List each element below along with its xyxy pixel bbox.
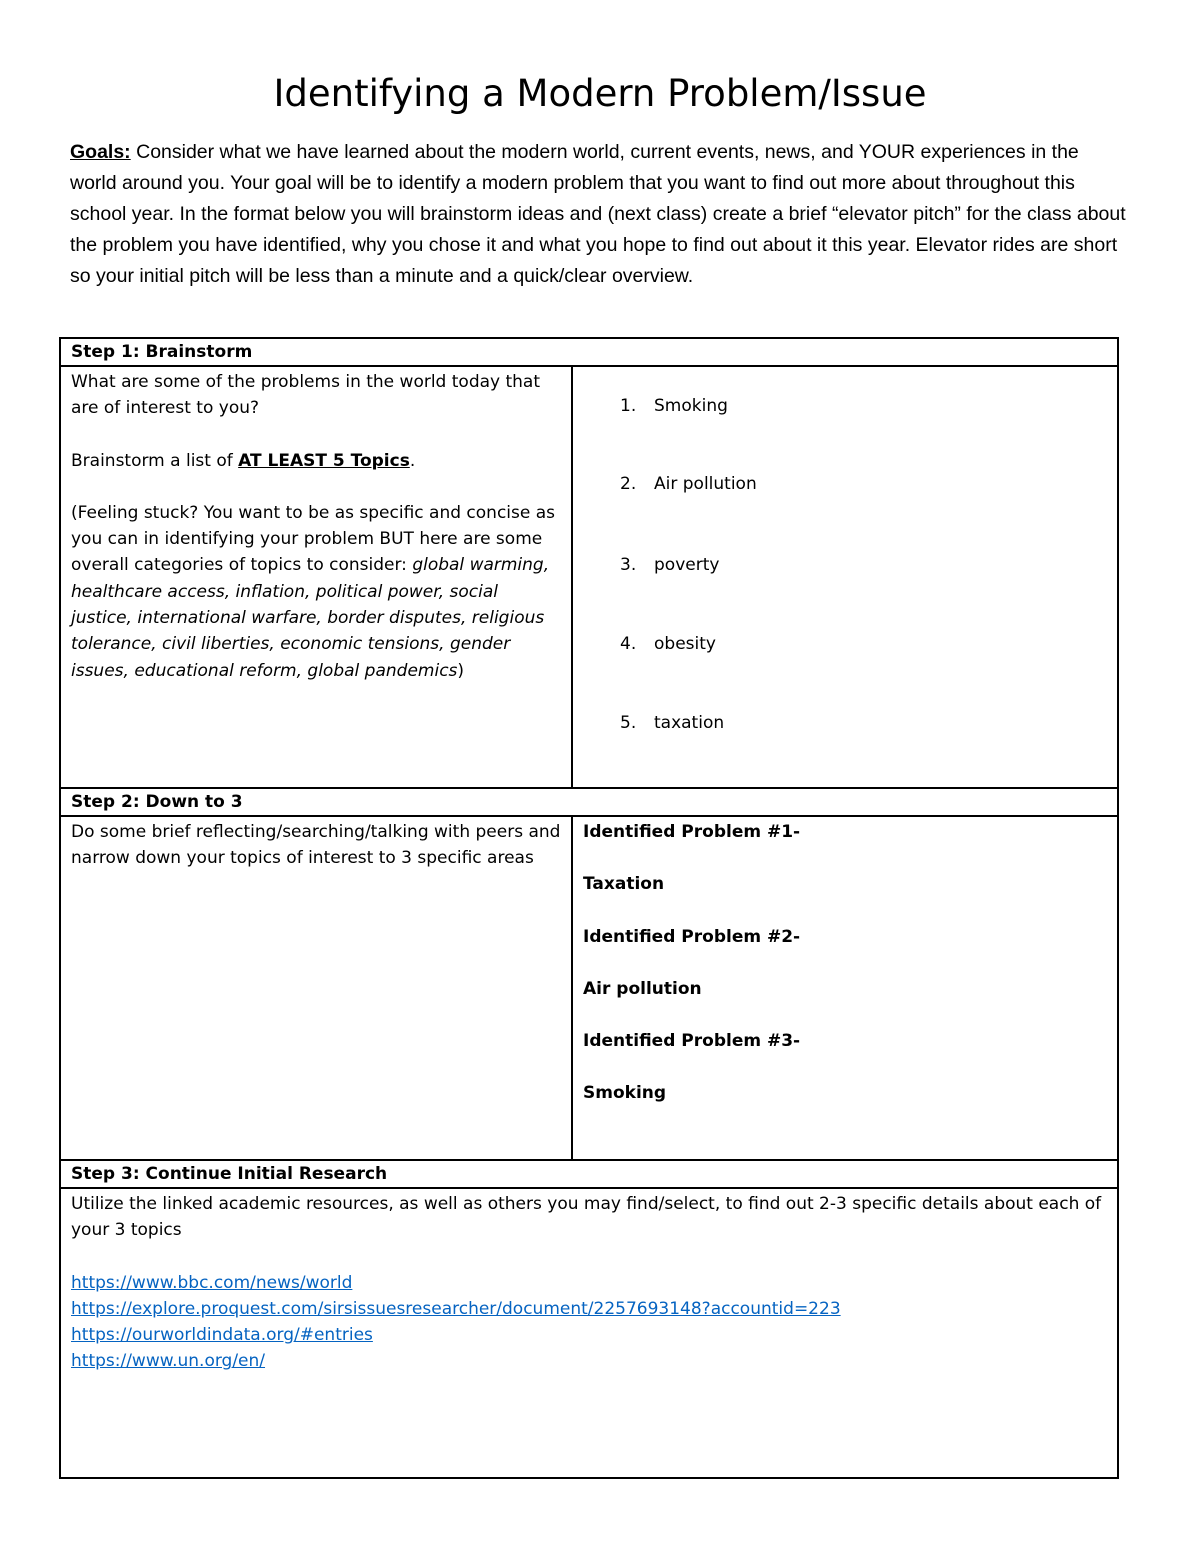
goals-label: Goals: <box>70 141 131 163</box>
step1-instruction-emphasis: AT LEAST 5 Topics <box>238 450 410 471</box>
step3-heading: Step 3: Continue Initial Research <box>61 1159 1117 1189</box>
worksheet-table <box>59 337 1119 1479</box>
list-item: 4. obesity <box>620 634 716 654</box>
topic-text: obesity <box>654 634 716 654</box>
topic-categories: global warming, healthcare access, inflation, political power, social justice, international warfare, border disputes, religious tolerance, civil liberties, economic tensions, gender issues, educational reform, global pandemics <box>71 555 550 681</box>
step1-heading: Step 1: Brainstorm <box>61 337 1117 367</box>
page-title: Identifying a Modern Problem/Issue <box>273 72 927 115</box>
step2-problems-cell <box>573 817 1119 1159</box>
problem-answer: Taxation <box>583 874 665 895</box>
topic-text: taxation <box>654 713 725 733</box>
resource-link-proquest[interactable]: https://explore.proquest.com/sirsissuesresearcher/document/2257693148?accountid=223 <box>71 1298 841 1319</box>
goals-text: Consider what we have learned about the modern world, current events, news, and YOUR experiences in the world around you. Your goal will be to identify a modern problem that you want to find out more about throughout this school year. In the format below you will brainstorm ideas and (next class) create a brief “elevator pitch” for the class about the problem you have identified, why you chose it and what you hope to find out about it this year. Elevator rides are short so your initial pitch will be less than a minute and a quick/clear overview. <box>70 141 1126 287</box>
resource-link-bbc[interactable]: https://www.bbc.com/news/world <box>71 1272 353 1293</box>
resource-link-ourworldindata[interactable]: https://ourworldindata.org/#entries <box>71 1325 373 1346</box>
problem-answer: Air pollution <box>583 978 702 999</box>
topic-text: poverty <box>654 555 720 575</box>
list-item: 2. Air pollution <box>620 474 757 494</box>
step1-instruction: Brainstorm a list of AT LEAST 5 Topics. <box>71 450 416 471</box>
resource-link-un[interactable]: https://www.un.org/en/ <box>71 1351 266 1372</box>
problem-answer: Smoking <box>583 1083 667 1104</box>
list-item: 1. Smoking <box>620 396 728 416</box>
step1-help-text: (Feeling stuck? You want to be as specific and concise as you can in identifying your problem BUT here are some overall categories of topics to consider: global warming, healthcare access, inflation, political power, social justice, international warfare, border disputes, religious tolerance, civil liberties, economic tensions, gender issues, educational reform, global pandemics) <box>71 502 556 681</box>
step1-prompt-cell <box>61 367 571 787</box>
topic-text: Smoking <box>654 396 728 416</box>
goals-paragraph <box>70 137 1130 292</box>
step2-heading: Step 2: Down to 3 <box>61 787 1117 817</box>
list-item: 3. poverty <box>620 555 720 575</box>
list-item: 5. taxation <box>620 713 725 733</box>
step3-cell <box>61 1189 1117 1477</box>
step1-question: What are some of the problems in the world today that are of interest to you? <box>71 372 541 419</box>
topic-text: Air pollution <box>654 474 757 494</box>
step2-instruction: Do some brief reflecting/searching/talking with peers and narrow down your topics of interest to 3 specific areas <box>71 822 561 869</box>
problem-label: Identified Problem #3- <box>583 1031 801 1052</box>
problem-label: Identified Problem #2- <box>583 926 801 947</box>
step3-instruction: Utilize the linked academic resources, as well as others you may find/select, to find out 2-3 specific details about each of your 3 topics <box>71 1194 1102 1241</box>
step1-topics-cell <box>573 367 1119 787</box>
problem-label: Identified Problem #1- <box>583 822 801 842</box>
step2-prompt-cell <box>61 817 571 1159</box>
